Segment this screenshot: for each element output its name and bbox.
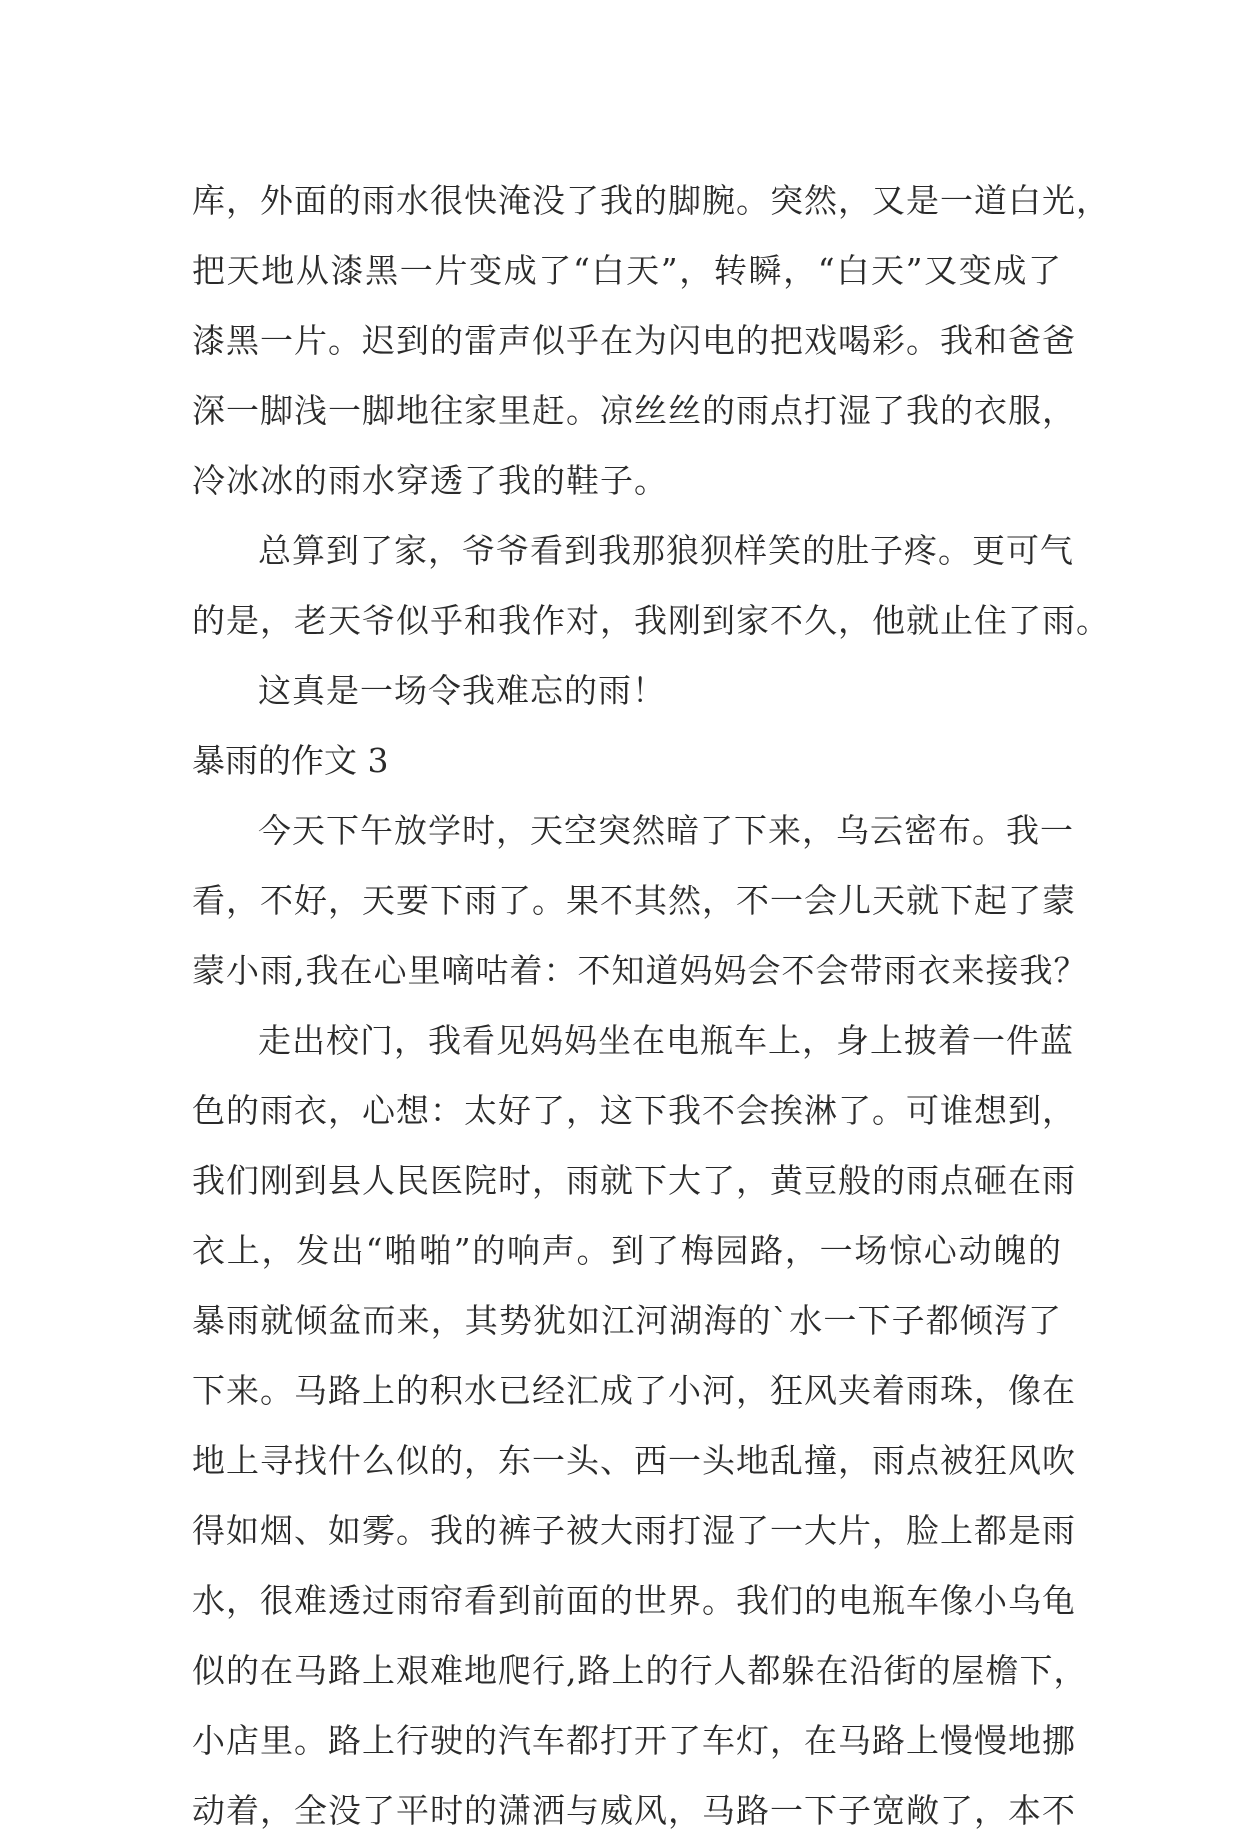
essay-body	[192, 166, 1110, 1846]
text-line: 似的在马路上艰难地爬行,路上的行人都躲在沿街的屋檐下，	[192, 1651, 1088, 1690]
paragraph-first-line: 总算到了家，爷爷看到我那狼狈样笑的肚子疼。更可气	[258, 531, 1074, 570]
text-line: 的是，老天爷似乎和我作对，我刚到家不久，他就止住了雨。	[192, 601, 1110, 640]
text-line: 水，很难透过雨帘看到前面的世界。我们的电瓶车像小乌龟	[192, 1581, 1076, 1620]
text-line: 动着，全没了平时的潇洒与威风，马路一下子宽敞了，本不	[192, 1791, 1076, 1830]
text-line: 把天地从漆黑一片变成了“白天”，转瞬，“白天”又变成了	[192, 251, 1062, 290]
text-line: 深一脚浅一脚地往家里赶。凉丝丝的雨点打湿了我的衣服，	[192, 391, 1076, 430]
text-line: 库，外面的雨水很快淹没了我的脚腕。突然，又是一道白光，	[192, 181, 1110, 220]
section-heading: 暴雨的作文 3	[192, 741, 389, 780]
text-line: 色的雨衣，心想：太好了，这下我不会挨淋了。可谁想到，	[192, 1091, 1076, 1130]
text-line: 冷冰冰的雨水穿透了我的鞋子。	[192, 461, 668, 500]
text-line: 蒙小雨,我在心里嘀咕着：不知道妈妈会不会带雨衣来接我？	[192, 951, 1088, 990]
paragraph-first-line: 今天下午放学时，天空突然暗了下来，乌云密布。我一	[258, 811, 1074, 850]
text-line: 漆黑一片。迟到的雷声似乎在为闪电的把戏喝彩。我和爸爸	[192, 321, 1076, 360]
text-line: 衣上，发出“啪啪”的响声。到了梅园路，一场惊心动魄的	[192, 1231, 1062, 1270]
text-line: 下来。马路上的积水已经汇成了小河，狂风夹着雨珠，像在	[192, 1371, 1076, 1410]
text-line: 暴雨就倾盆而来，其势犹如江河湖海的`水一下子都倾泻了	[192, 1301, 1062, 1340]
text-line: 小店里。路上行驶的汽车都打开了车灯，在马路上慢慢地挪	[192, 1721, 1076, 1760]
paragraph-first-line: 这真是一场令我难忘的雨！	[258, 671, 666, 710]
paragraph-first-line: 走出校门，我看见妈妈坐在电瓶车上，身上披着一件蓝	[258, 1021, 1074, 1060]
text-line: 地上寻找什么似的，东一头、西一头地乱撞，雨点被狂风吹	[192, 1441, 1076, 1480]
text-line: 我们刚到县人民医院时，雨就下大了，黄豆般的雨点砸在雨	[192, 1161, 1076, 1200]
text-line: 得如烟、如雾。我的裤子被大雨打湿了一大片，脸上都是雨	[192, 1511, 1076, 1550]
text-line: 看，不好，天要下雨了。果不其然，不一会儿天就下起了蒙	[192, 881, 1076, 920]
